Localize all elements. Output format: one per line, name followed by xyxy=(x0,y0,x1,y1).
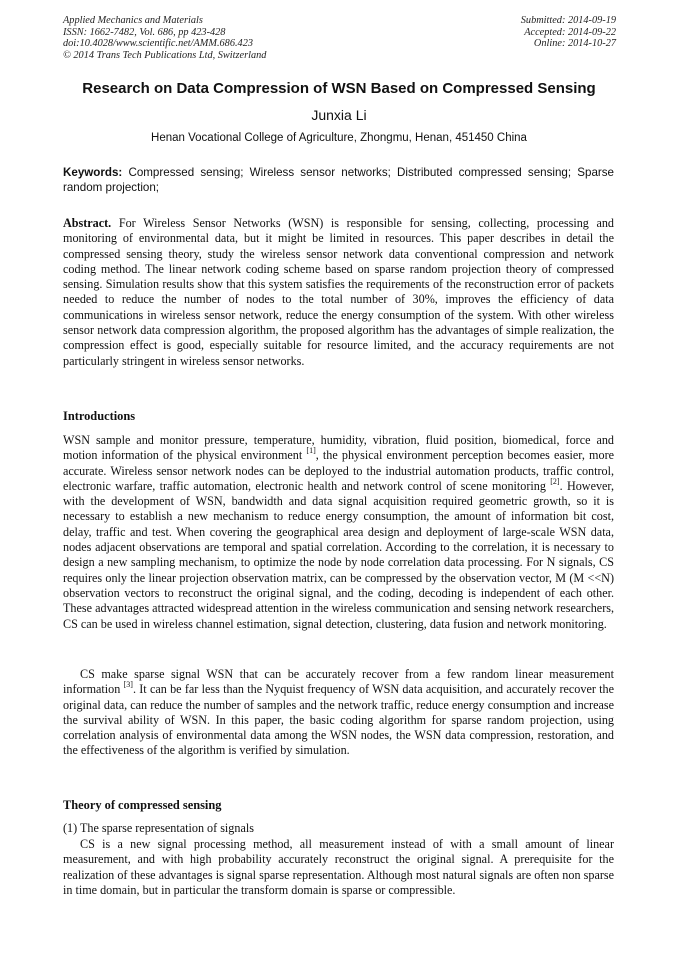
intro-p2-text-a: CS make sparse signal WSN that can be accurately recover from a few random linear measurement information xyxy=(63,667,614,697)
abstract-label: Abstract. xyxy=(63,216,112,230)
accepted-date: Accepted: 2014-09-22 xyxy=(524,26,616,38)
abstract-block xyxy=(63,216,614,369)
paper-title: Research on Data Compression of WSN Based on Compressed Sensing xyxy=(82,80,596,97)
theory-paragraph-1: CS is a new signal processing method, all measurement instead of with a small amount of linear measurement, and with high probability accurately reconstruct the original signal. A prerequisite for the realization of these advantages is signal sparse representation. Although most natural signals are often non sparse in time domain, but in particular the transform domain is sparse or compressible. xyxy=(63,837,614,897)
section-heading-introductions: Introductions xyxy=(63,409,136,423)
intro-p1-text-c: . However, with the development of WSN, bandwidth and data signal acquisition required geometric growth, so it is necessary to establish a new mechanism to reduce energy consumption, the amount of information bit cost, delay, traffic and test. When covering the geographical area design and deployment of large-scale WSN data, nodes adjacent observations are temporal and spatial correlation. According to the correlation, it is necessary to design a new sampling mechanism, to optimize the node by node correlation data processing. For N signals, CS requires only the linear projection observation matrix, can be compressed by the observation vector, M (M <<N) observation vectors to reconstruct the original signal, and the coding, decoding is independent of each other. These advantages attracted widespread attention in the wireless communication and sensing network researchers, CS can be used in wireless channel estimation, signal detection, clustering, data fusion and network monitoring. xyxy=(63,478,615,631)
subsection-sparse-representation: (1) The sparse representation of signals xyxy=(63,821,254,835)
submission-dates xyxy=(521,15,616,50)
citation-ref-2[interactable]: [2] xyxy=(550,476,560,486)
keywords-text: Compressed sensing; Wireless sensor networks; Distributed compressed sensing; Sparse random projection; xyxy=(63,166,614,194)
journal-doi[interactable]: doi:10.4028/www.scientific.net/AMM.686.423 xyxy=(63,38,253,50)
section-heading-theory: Theory of compressed sensing xyxy=(63,798,222,812)
intro-p1-text-b: , the physical environment perception becomes easier, more accurate. Wireless sensor network nodes can be deployed to the industrial automation products, traffic control, electronic warfare, traffic automation, electronic health and network control of scene monitoring xyxy=(63,448,614,493)
keywords-label: Keywords: xyxy=(63,166,123,179)
journal-copyright: © 2014 Trans Tech Publications Ltd, Switzerland xyxy=(63,49,267,61)
intro-p2-text-b: . It can be far less than the Nyquist frequency of WSN data acquisition, and accurately recover the original data, can reduce the number of samples and the network traffic, reduce energy consumption and increase the survival ability of WSN. In this paper, the basic coding algorithm for sparse random projection, using correlation analysis of environmental data among the WSN nodes, the WSN data compression, restoration, and the effectiveness of the algorithm is verified by simulation. xyxy=(63,682,614,758)
journal-info xyxy=(63,15,266,61)
abstract-text: For Wireless Sensor Networks (WSN) is responsible for sensing, collecting, processing and monitoring of environmental data, but it might be limited in resources. This paper describes in detail the compressed sensing theory, study the wireless sensor network data conventional compression and network coding method. The linear network coding scheme based on sparse random projection theory of compressed sensing. Simulation results show that this system satisfies the requirements of the reconstruction error of packets needed to reduce the number of nodes to the total number of 30%, improves the efficiency of data communications in wireless sensor network, reduce the energy consumption of the system. With other wireless sensor network data compression algorithm, the proposed algorithm has the advantages of simple realization, the compression effect is good, especially suitable for resource limited, and the accuracy requirements are not particularly stringent in wireless sensor networks. xyxy=(63,216,614,368)
citation-ref-1[interactable]: [1] xyxy=(306,446,316,456)
submitted-date: Submitted: 2014-09-19 xyxy=(520,15,616,26)
intro-paragraph-1 xyxy=(63,433,614,632)
journal-name: Applied Mechanics and Materials xyxy=(63,15,203,26)
author-affiliation: Henan Vocational College of Agriculture, Zhongmu, Henan, 451450 China xyxy=(151,132,527,144)
intro-paragraph-2 xyxy=(63,667,614,759)
citation-ref-3[interactable]: [3] xyxy=(123,680,133,690)
journal-issn: ISSN: 1662-7482, Vol. 686, pp 423-428 xyxy=(63,26,226,38)
online-date: Online: 2014-10-27 xyxy=(533,38,616,50)
author-name: Junxia Li xyxy=(311,107,367,123)
intro-p1-text-a: WSN sample and monitor pressure, temperature, humidity, vibration, fluid position, biomedical, force and motion information of the physical environment xyxy=(63,433,614,463)
keywords-block xyxy=(63,165,614,195)
